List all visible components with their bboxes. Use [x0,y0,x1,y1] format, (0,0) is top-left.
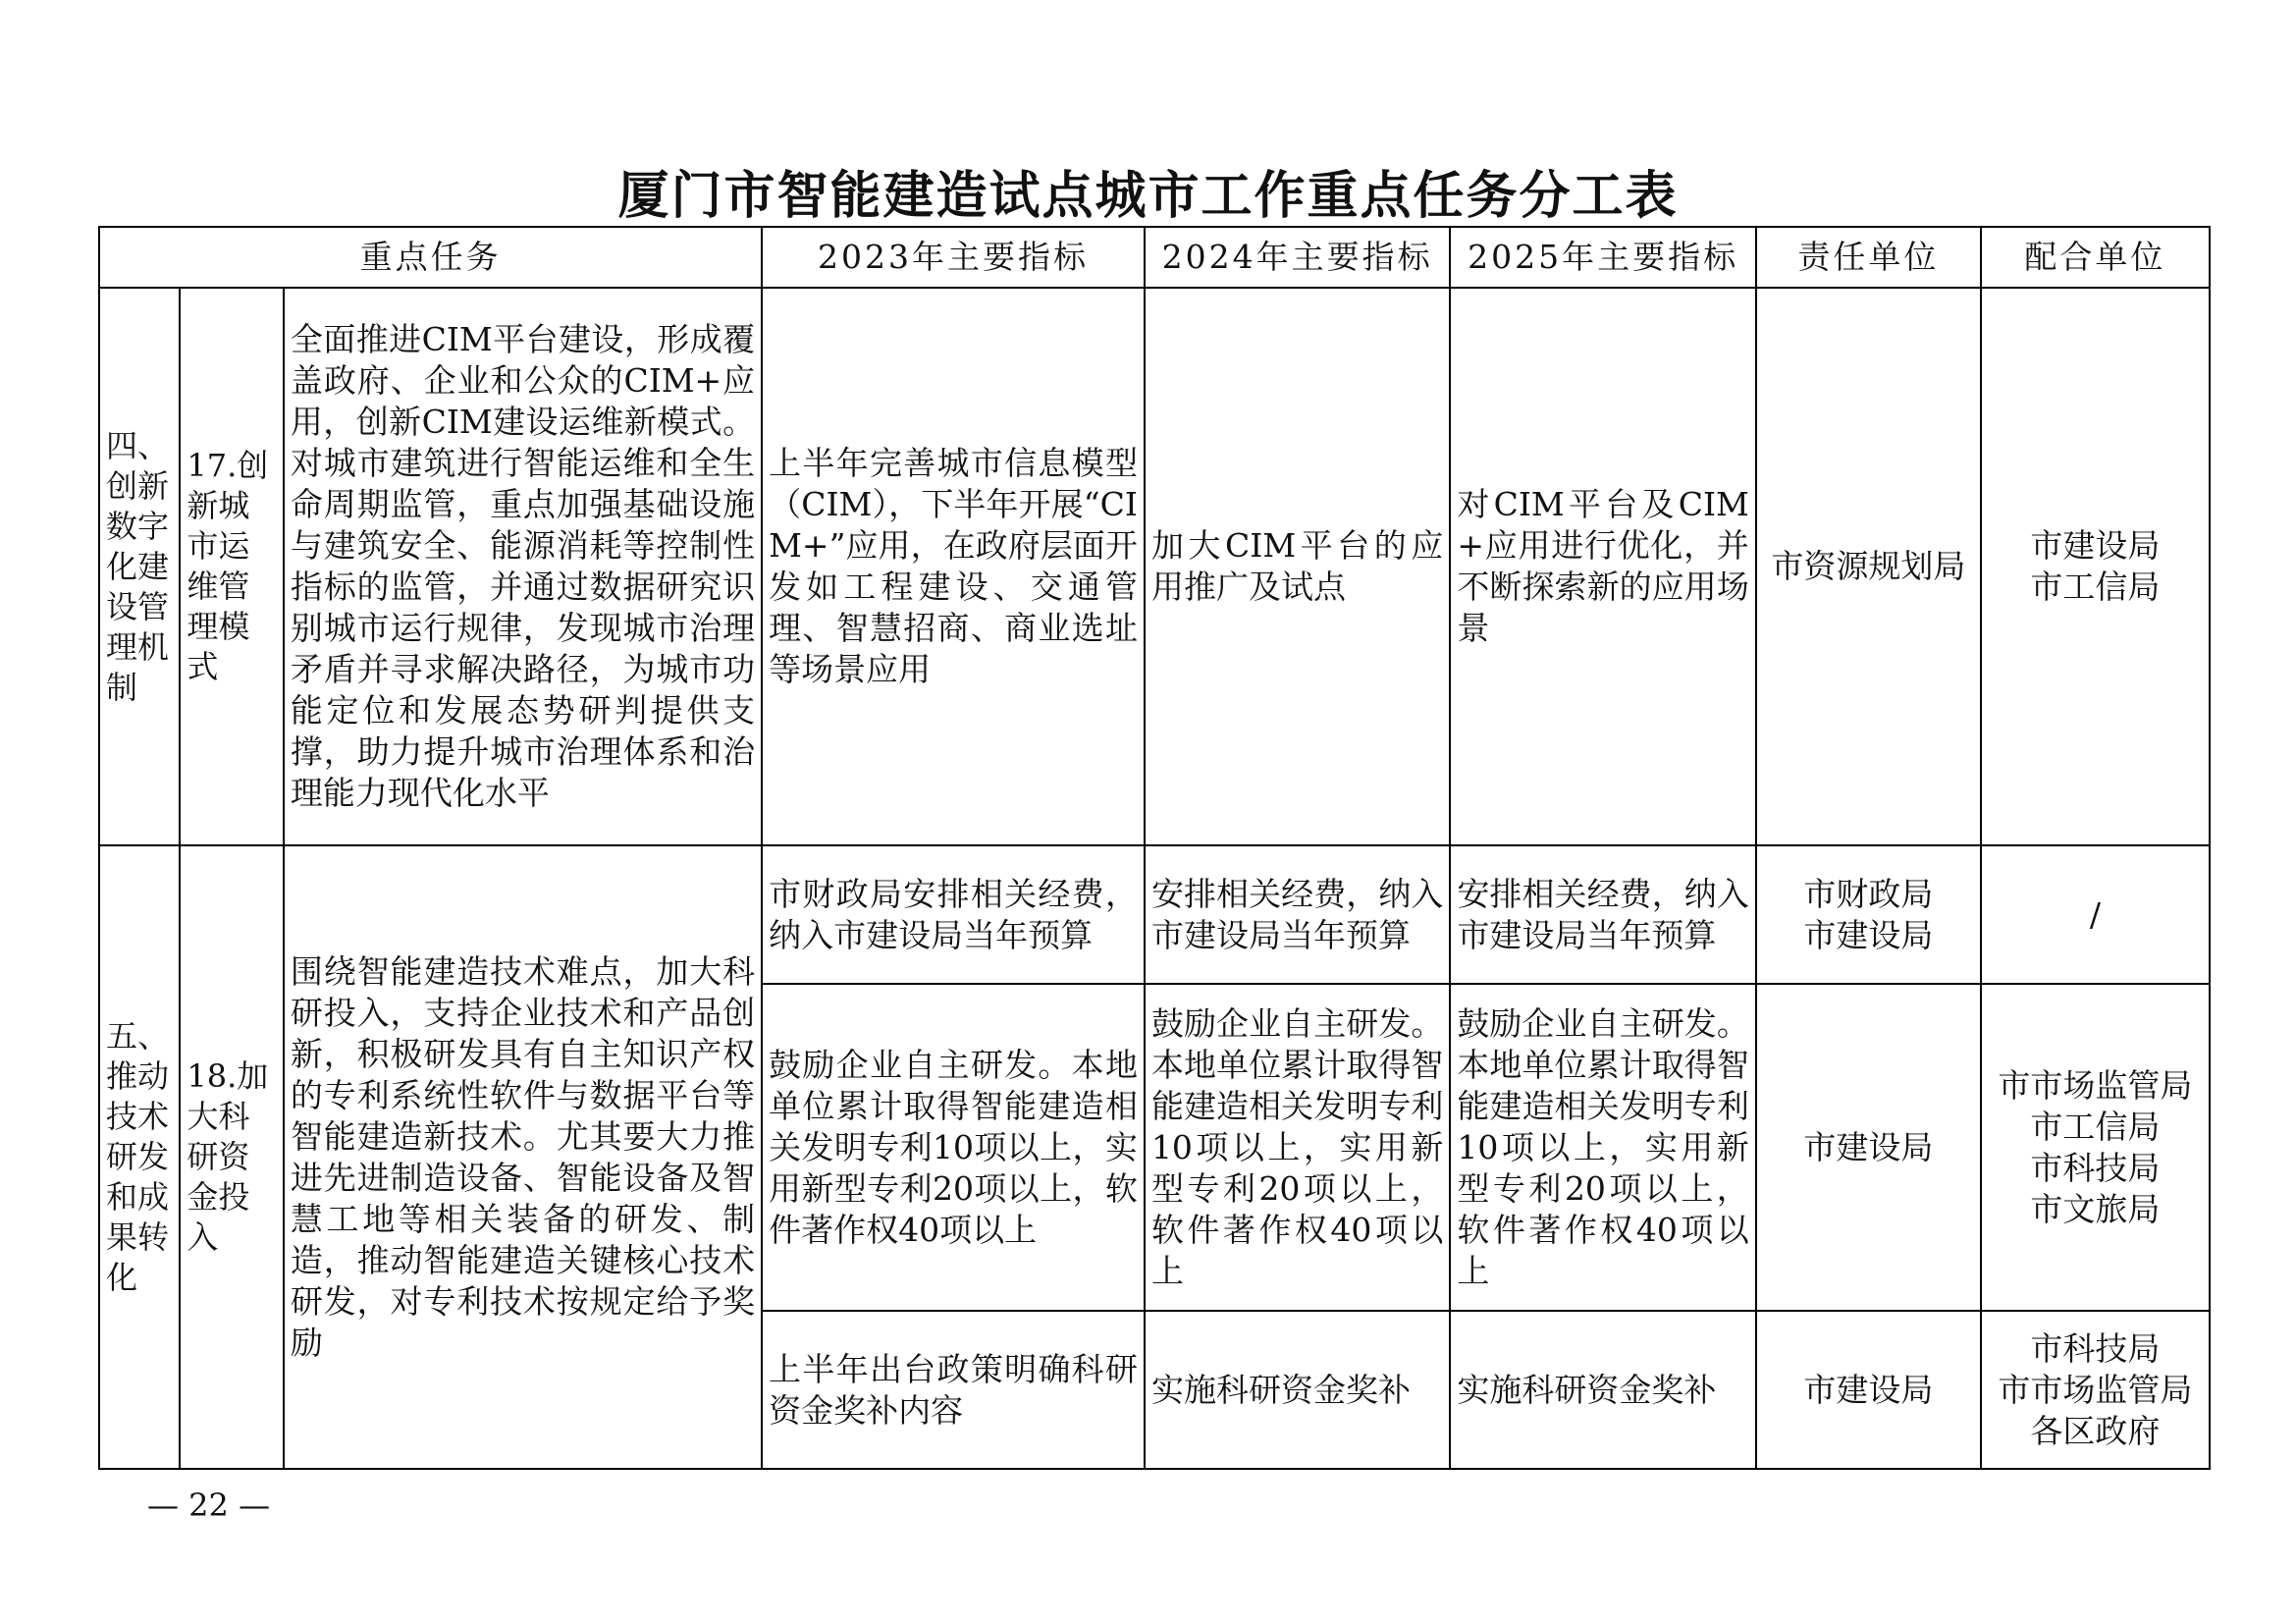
page-number: — 22 — [147,1487,271,1524]
indicator-2025-cell: 安排相关经费，纳入市建设局当年预算 [1450,845,1755,984]
page-title: 厦门市智能建造试点城市工作重点任务分工表 [617,166,1679,226]
header-2024: 2024年主要指标 [1145,227,1450,288]
header-cooperating: 配合单位 [1981,227,2210,288]
indicator-2024-cell: 实施科研资金奖补 [1145,1311,1450,1469]
unit-name: 市建设局 [2030,526,2161,565]
indicator-2023-cell: 鼓励企业自主研发。本地单位累计取得智能建造相关发明专利10项以上，实用新型专利20项以上，软件著作权40项以上 [762,984,1145,1311]
unit-name: 市市场监管局 [1998,1370,2193,1409]
header-2023: 2023年主要指标 [762,227,1145,288]
unit-name: 市建设局 [1803,1127,1934,1166]
description-cell: 全面推进CIM平台建设，形成覆盖政府、企业和公众的CIM+应用，创新CIM建设运维新模式。对城市建筑进行智能运维和全生命周期监管，重点加强基础设施与建筑安全、能源消耗等控制性指标的监管，并通过数据研究识别城市运行规律，发现城市治理矛盾并寻求解决路径，为城市功能定位和发展态势研判提供支撑，助力提升城市治理体系和治理能力现代化水平 [284,288,762,845]
table-row [99,845,2210,984]
subtask-cell: 17.创新城市运维管理模式 [180,288,283,845]
cooperating-unit-cell [1981,984,2210,1311]
unit-name: 市财政局 [1803,874,1934,913]
indicator-2024-cell: 鼓励企业自主研发。本地单位累计取得智能建造相关发明专利10项以上，实用新型专利20项以上，软件著作权40项以上 [1145,984,1450,1311]
unit-name: 市工信局 [2030,1107,2161,1146]
task-table [98,226,2211,1470]
table-row [99,288,2210,845]
indicator-2025-cell: 鼓励企业自主研发。本地单位累计取得智能建造相关发明专利10项以上，实用新型专利20项以上，软件著作权40项以上 [1450,984,1755,1311]
unit-name: 市建设局 [1803,915,1934,954]
unit-name: 市资源规划局 [1771,547,1966,585]
indicator-2023-cell: 上半年出台政策明确科研资金奖补内容 [762,1311,1145,1469]
indicator-2024-cell: 加大CIM平台的应用推广及试点 [1145,288,1450,845]
cooperating-unit-cell [1981,1311,2210,1469]
description-cell: 围绕智能建造技术难点，加大科研投入，支持企业技术和产品创新，积极研发具有自主知识产权的专利系统性软件与数据平台等智能建造新技术。尤其要大力推进先进制造设备、智能设备及智慧工地等相关装备的研发、制造，推动智能建造关键核心技术研发，对专利技术按规定给予奖励 [284,845,762,1469]
indicator-2025-cell: 实施科研资金奖补 [1450,1311,1755,1469]
indicator-2023-cell: 市财政局安排相关经费，纳入市建设局当年预算 [762,845,1145,984]
cooperating-unit-cell [1981,845,2210,984]
responsible-unit-cell [1756,288,1981,845]
unit-name: 市科技局 [2030,1328,2161,1368]
unit-name: 市科技局 [2030,1148,2161,1187]
responsible-unit-cell [1756,1311,1981,1469]
header-2025: 2025年主要指标 [1450,227,1755,288]
unit-name: 市市场监管局 [1998,1065,2193,1105]
category-cell: 四、创新数字化建设管理机制 [99,288,180,845]
unit-name: 各区政府 [2030,1411,2161,1450]
indicator-2024-cell: 安排相关经费，纳入市建设局当年预算 [1145,845,1450,984]
responsible-unit-cell [1756,845,1981,984]
indicator-2023-cell: 上半年完善城市信息模型（CIM），下半年开展“CIM+”应用，在政府层面开发如工程建设、交通管理、智慧招商、商业选址等场景应用 [762,288,1145,845]
responsible-unit-cell [1756,984,1981,1311]
unit-name: / [2089,894,2101,934]
header-responsible: 责任单位 [1756,227,1981,288]
unit-name: 市文旅局 [2030,1189,2161,1228]
indicator-2025-cell: 对CIM平台及CIM+应用进行优化，并不断探索新的应用场景 [1450,288,1755,845]
cooperating-unit-cell [1981,288,2210,845]
category-cell: 五、推动技术研发和成果转化 [99,845,180,1469]
unit-name: 市工信局 [2030,568,2161,606]
table-header-row [99,227,2210,288]
subtask-cell: 18.加大科研资金投入 [180,845,283,1469]
header-task: 重点任务 [99,227,762,288]
unit-name: 市建设局 [1803,1370,1934,1409]
